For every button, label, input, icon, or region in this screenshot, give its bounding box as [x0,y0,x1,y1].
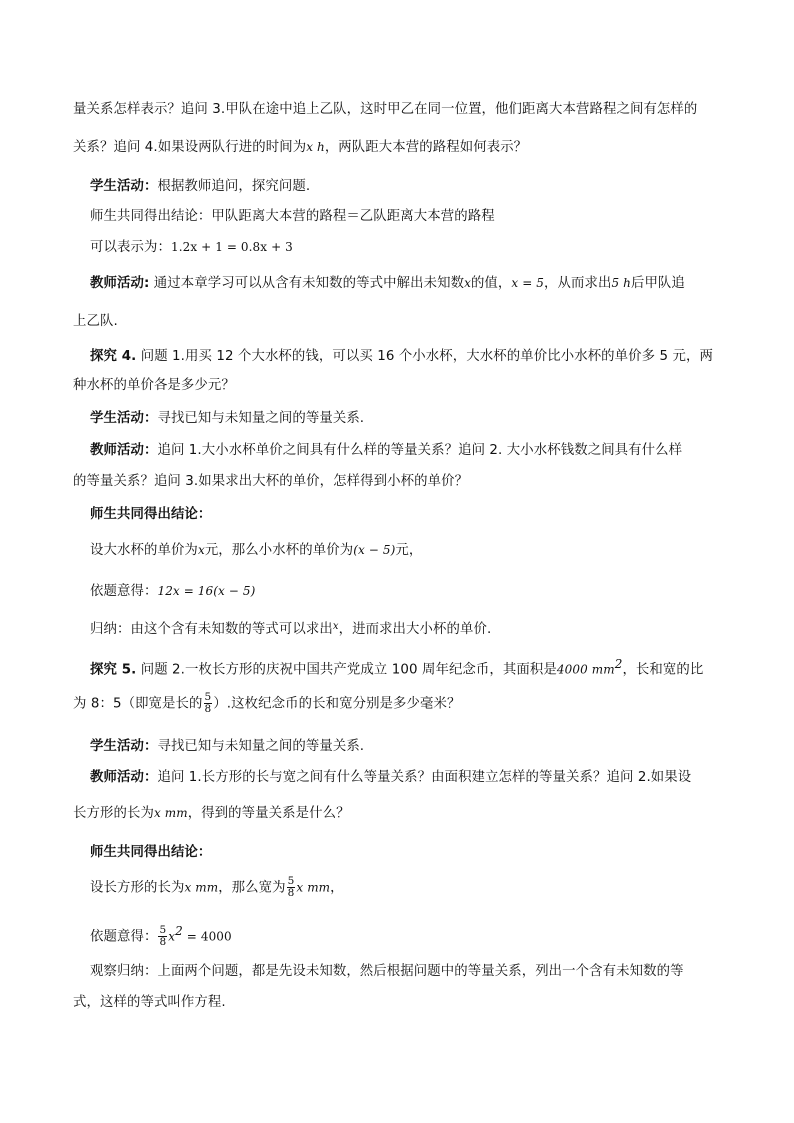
equation-line [90,237,750,258]
math-variable: x h [306,140,325,154]
text-span: 后甲队追 [630,276,685,291]
text-span: 寻找已知与未知量之间的等量关系. [157,739,365,754]
text-span: 种水杯的单价各是多少元？ [73,378,235,393]
text-span: ，那么宽为 [218,880,286,896]
equation-line [90,581,750,602]
bold-label: 教师活动： [90,770,158,785]
text-span: 依题意得： [90,929,158,945]
text-span: 归纳：由这个含有未知数的等式可以求出 [90,622,333,637]
text-span: 通过本章学习可以从含有未知数的等式中解出未知数 [149,276,465,291]
fraction-denominator: 8 [287,887,295,899]
text-span: 师生共同得出结论：甲队距离大本营的路程＝乙队距离大本营的路程 [90,209,495,224]
fraction [287,876,296,899]
paragraph-line [73,312,733,332]
fraction [204,692,213,715]
math-variable: x [197,543,205,557]
bold-label: 师生共同得出结论： [90,845,212,860]
math-variable: x mm [153,806,188,820]
paragraph-line [73,803,733,824]
paragraph-line [73,692,733,715]
equation-line [90,921,750,948]
math-variable: 5 h [611,276,631,290]
text-span: 依题意得： [90,584,158,599]
fraction-denominator: 8 [159,935,167,948]
student-activity-line [90,737,750,757]
math-variable: x [168,929,176,944]
text-span: 寻找已知与未知量之间的等量关系. [157,411,365,426]
summary-line [90,620,750,641]
text-span: 元， [395,543,423,558]
bold-label: 学生活动： [90,179,158,194]
text-span: 为 8：5（即宽是长的 [73,696,203,712]
bold-label: 学生活动： [90,739,158,754]
paragraph-line [73,472,733,492]
text-span: 追问 1.长方形的长与宽之间有什么等量关系？由面积建立怎样的等量关系？追问 2.如果设 [157,770,692,785]
math-variable: x mm [296,880,331,895]
text-span: 上乙队. [73,314,118,329]
bold-label: 探究 5. [90,662,137,678]
math-variable: x [464,276,471,290]
math-variable: x [332,621,339,632]
math-equation: x = 5 [511,276,545,290]
bold-label: 教师活动: [90,276,150,291]
text-span: 设大水杯的单价为 [90,543,198,558]
fraction-numerator: 5 [287,875,295,887]
text-span: ，两队距大本营的路程如何表示？ [324,140,528,155]
conclusion-heading [90,843,750,863]
math-variable: x mm [184,880,219,895]
text-span: ， [330,880,344,896]
math-equation: 1.2x + 1 = 0.8x + 3 [170,240,293,254]
text-span: 问题 2.一枚长方形的庆祝中国共产党成立 100 周年纪念币，其面积是 [136,662,557,678]
text-span: 的值， [470,276,512,291]
text-span: 追问 1.大小水杯单价之间具有什么样的等量关系？追问 2. 大小水杯钱数之间具有什么样 [157,443,683,458]
paragraph-line [73,100,733,120]
bold-label: 教师活动： [90,443,158,458]
conclusion-heading [90,505,750,525]
explore-4-heading [90,347,750,367]
text-span: ，得到的等量关系是什么？ [187,806,350,821]
fraction-numerator: 5 [204,691,212,703]
text-span: ，从而求出 [544,276,612,291]
math-equation: = 4000 [182,929,232,944]
text-span: 关系？追问 4.如果设两队行进的时间为 [73,140,307,155]
text-span: 长方形的长为 [73,806,154,821]
math-expression: 4000 mm [556,662,615,677]
text-span: 观察归纳：上面两个问题，都是先设未知数，然后根据问题中的等量关系，列出一个含有未知数的等 [90,964,684,979]
text-span: 的等量关系？追问 3.如果求出大杯的单价，怎样得到小杯的单价？ [73,474,469,489]
text-span: ，长和宽的比 [622,662,704,678]
conclusion-line [90,207,750,227]
text-span: 式，这样的等式叫作方程. [73,995,226,1010]
text-span: 量关系怎样表示？追问 3.甲队在途中追上乙队，这时甲乙在同一位置，他们距离大本营路程之间有怎样的 [73,102,698,117]
student-activity-line [90,409,750,429]
text-span: 可以表示为： [90,240,171,255]
text-span: 元，那么小水杯的单价为 [204,543,354,558]
bold-label: 师生共同得出结论： [90,507,212,522]
math-exponent: 2 [175,924,183,938]
math-expression: (x − 5) [353,543,396,557]
text-span: 设长方形的长为 [90,880,185,896]
math-exponent: 2 [614,657,623,671]
teacher-activity-line [90,768,750,788]
fraction [158,925,167,948]
explore-5-heading [90,654,750,680]
math-equation: 12x = 16(x − 5) [157,584,256,598]
bold-label: 学生活动： [90,411,158,426]
paragraph-line [73,137,733,158]
definition-line [90,876,750,899]
teacher-activity-line [90,273,750,294]
fraction-denominator: 8 [204,703,212,715]
fraction-numerator: 5 [159,923,167,936]
text-span: 根据教师追问，探究问题. [157,179,311,194]
text-span: ）.这枚纪念币的长和宽分别是多少毫米？ [213,696,461,712]
text-span: ，进而求出大小杯的单价. [338,622,492,637]
bold-label: 探究 4. [90,349,137,364]
summary-line [90,962,750,982]
definition-line [90,540,750,561]
paragraph-line [73,376,733,396]
text-span: 问题 1.用买 12 个大水杯的钱，可以买 16 个小水杯，大水杯的单价比小水杯的单价多 5 元，两 [136,349,713,364]
teacher-activity-line [90,441,750,461]
student-activity-line [90,177,750,197]
paragraph-line [73,993,733,1013]
